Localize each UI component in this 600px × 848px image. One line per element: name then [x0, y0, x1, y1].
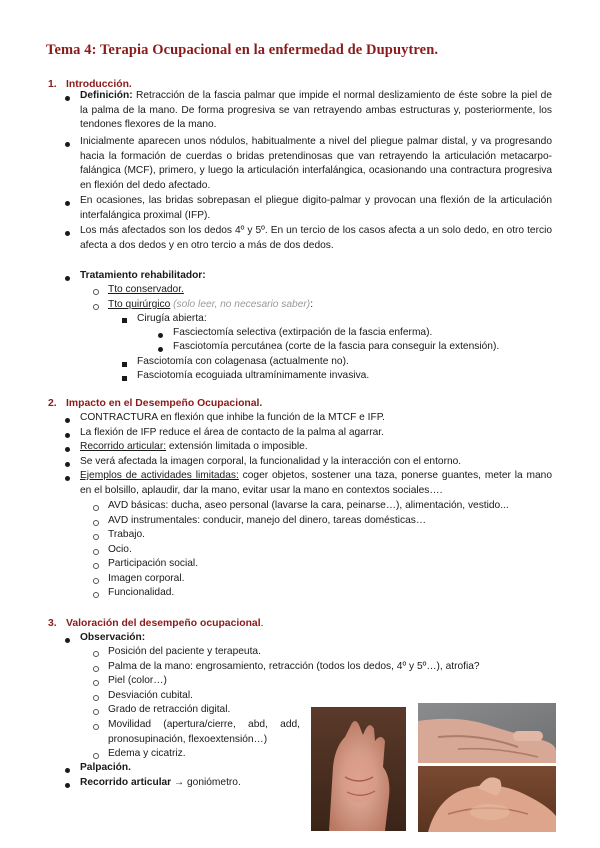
- bullet: [65, 433, 70, 438]
- section-2-heading: [48, 398, 262, 409]
- tratamiento-heading: [80, 269, 206, 284]
- observacion-heading: [80, 631, 145, 646]
- imagen-item: Se verá afectada la imagen corporal, la funcionalidad y la interacción con el entorno.: [80, 456, 462, 467]
- bullet: [65, 783, 70, 788]
- ejemplos-item: [80, 469, 552, 498]
- colon: :: [310, 299, 314, 310]
- circle-bullet: [93, 753, 99, 759]
- section-title: Introducción.: [66, 79, 132, 90]
- definition-paragraph: [80, 89, 552, 133]
- bullet: [65, 447, 70, 452]
- hand-flexion-photo: [418, 766, 556, 832]
- observacion-item: Desviación cubital.: [108, 690, 193, 701]
- impact-subitem: Funcionalidad.: [108, 587, 175, 598]
- circle-bullet: [93, 563, 99, 569]
- circle-bullet: [93, 651, 99, 657]
- bullet: [158, 347, 163, 352]
- circle-bullet: [93, 709, 99, 715]
- recorrido-item: [80, 440, 308, 455]
- flexion-item: La flexión de IFP reduce el área de contacto de la palma al agarrar.: [80, 427, 384, 438]
- page-title: Tema 4: Terapia Ocupacional en la enfermedad de Dupuytren.: [46, 42, 439, 58]
- bridas-paragraph: En ocasiones, las bridas sobrepasan el pliegue digito-palmar y provocan una flexión de la articulación interfalángica proximal (IFP).: [80, 195, 552, 221]
- observacion-item: Edema y cicatriz.: [108, 748, 186, 759]
- section-number: 3.: [48, 618, 57, 629]
- ejemplos-label: Ejemplos de actividades limitadas:: [80, 470, 239, 481]
- square-bullet: [122, 318, 127, 323]
- recorrido-label: Recorrido articular:: [80, 441, 167, 452]
- impact-subitem: AVD instrumentales: conducir, manejo del dinero, tareas domésticas…: [108, 515, 427, 526]
- impact-subitem: Imagen corporal.: [108, 573, 185, 584]
- bullet: [65, 201, 70, 206]
- observacion-label: Observación:: [80, 632, 146, 643]
- observacion-item: Grado de retracción digital.: [108, 704, 231, 715]
- observacion-item: Piel (color…): [108, 675, 167, 686]
- bullet: [65, 462, 70, 467]
- circle-bullet: [93, 289, 99, 295]
- goniometro-text: → goniómetro.: [171, 777, 241, 788]
- bullet: [65, 476, 70, 481]
- circle-bullet: [93, 666, 99, 672]
- section-number: 2.: [48, 398, 57, 409]
- bullet: [65, 768, 70, 773]
- square-bullet: [122, 362, 127, 367]
- impact-subitem: AVD básicas: ducha, aseo personal (lavarse la cara, peinarse…), alimentación, vestido...: [108, 500, 509, 511]
- cirugia-abierta: Cirugía abierta:: [137, 313, 207, 324]
- bullet: [65, 418, 70, 423]
- definition-text: Retracción de la fascia palmar que impide el normal deslizamiento de éste sobre la piel de la palma de la mano. De forma progresiva se van retrayendo ambas estructuras y, posteriormente, los tendones flexores de la mano.: [80, 90, 552, 131]
- hand-palm-photo: [311, 707, 406, 831]
- impact-subitem: Trabajo.: [108, 529, 145, 540]
- tratamiento-label: Tratamiento rehabilitador:: [80, 270, 206, 281]
- tto-quirurgico-note: (solo leer, no necesario saber): [173, 299, 311, 310]
- impact-subitem: Participación social.: [108, 558, 199, 569]
- observacion-item: Palma de la mano: engrosamiento, retracción (todos los dedos, 4º y 5º…), atrofia?: [108, 661, 480, 672]
- circle-bullet: [93, 680, 99, 686]
- contractura-item: CONTRACTURA en flexión que inhibe la función de la MTCF e IFP.: [80, 412, 386, 423]
- section-3-heading: [48, 618, 263, 629]
- bullet: [65, 638, 70, 643]
- circle-bullet: [93, 520, 99, 526]
- bullet: [65, 276, 70, 281]
- heading-dot: .: [260, 618, 264, 629]
- nodules-paragraph: Inicialmente aparecen unos nódulos, habitualmente a nivel del pliegue palmar distal, y va progresando hacia la formación de cuerdas o bridas pretendinosas que van retrayendo la articulación metacarpo-falángica (MCF), primero, y luego la articulación interfalángica, ocasionando una contractura progresiva en flexión del dedo afectado.: [80, 136, 552, 191]
- impact-subitem: Ocio.: [108, 544, 132, 555]
- fasciotomia-colagenasa: Fasciotomía con colagenasa (actualmente no).: [137, 356, 349, 367]
- bullet: [65, 96, 70, 101]
- observacion-item: Posición del paciente y terapeuta.: [108, 646, 261, 657]
- circle-bullet: [93, 534, 99, 540]
- circle-bullet: [93, 505, 99, 511]
- ejemplos-text: coger objetos, sostener una taza, ponerse guantes, meter la mano en el bolsillo, aplaudir, dar la mano, evitar usar la mano en contextos sociales….: [80, 470, 553, 496]
- fasciectomia-selectiva: Fasciectomía selectiva (extirpación de la fascia enferma).: [173, 327, 433, 338]
- square-bullet: [122, 376, 127, 381]
- bullet: [65, 142, 70, 147]
- circle-bullet: [93, 724, 99, 730]
- tto-conservador: Tto conservador.: [108, 284, 184, 295]
- section-title: Impacto en el Desempeño Ocupacional.: [66, 398, 263, 409]
- circle-bullet: [93, 549, 99, 555]
- fasciotomia-percutanea: Fasciotomía percutánea (corte de la fascia para conseguir la extensión).: [173, 341, 500, 352]
- recorrido-articular-label: Recorrido articular: [80, 777, 172, 788]
- hand-back-photo: [418, 703, 556, 763]
- dedos-paragraph: Los más afectados son los dedos 4º y 5º. En un tercio de los casos afecta a un solo dedo, en otro tercio afecta a dos dedos y en otro tercio a más de dos dedos.: [80, 225, 552, 251]
- fasciotomia-ecoguiada: Fasciotomía ecoguiada ultramínimamente invasiva.: [137, 370, 370, 381]
- recorrido-text: extensión limitada o imposible.: [166, 441, 308, 452]
- recorrido-articular-item: [80, 776, 241, 791]
- palpacion-label: Palpación.: [80, 762, 131, 773]
- bullet: [158, 333, 163, 338]
- circle-bullet: [93, 695, 99, 701]
- bullet: [65, 231, 70, 236]
- tto-quirurgico-label: Tto quirúrgico: [108, 299, 171, 310]
- definition-label: Definición:: [80, 90, 133, 101]
- circle-bullet: [93, 304, 99, 310]
- section-title: Valoración del desempeño ocupacional: [66, 618, 261, 629]
- palpacion-item: [80, 761, 131, 776]
- tto-quirurgico: [108, 298, 313, 313]
- circle-bullet: [93, 578, 99, 584]
- circle-bullet: [93, 592, 99, 598]
- section-number: 1.: [48, 79, 57, 90]
- observacion-item: Movilidad (apertura/cierre, abd, add, pronosupinación, flexoextensión…): [108, 719, 300, 745]
